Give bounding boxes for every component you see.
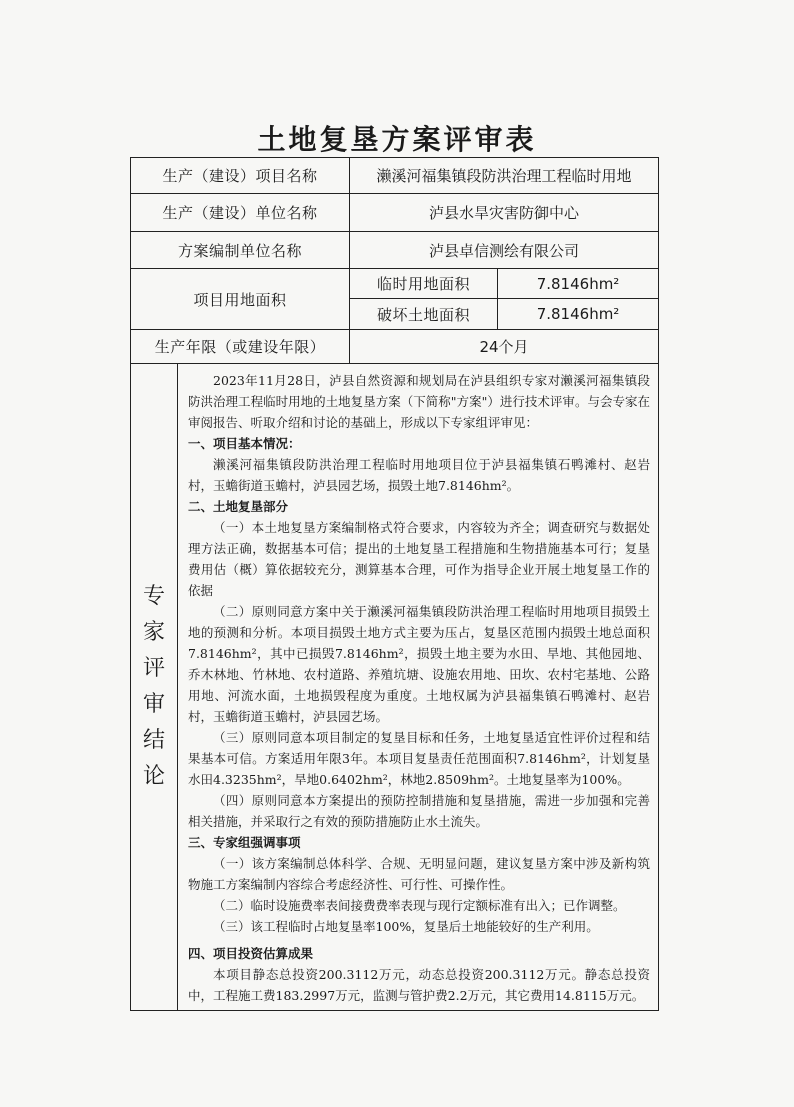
years-label: 生产年限（或建设年限） (131, 330, 350, 364)
section-1-text: 濑溪河福集镇段防洪治理工程临时用地项目位于泸县福集镇石鸭滩村、赵岩村，玉蟾街道玉蟾村，泸县园艺场，损毁土地7.8146hm²。 (188, 457, 651, 493)
temp-area-value: 7.8146hm² (498, 269, 659, 299)
compiler-label: 方案编制单位名称 (131, 232, 350, 269)
section-3-item-1: （一）该方案编制总体科学、合规、无明显问题，建议复垦方案中涉及新构筑物施工方案编制内容综合考虑经济性、可行性、可操作性。 (188, 856, 651, 892)
section-4-title: 四、项目投资估算成果 (188, 946, 314, 961)
damaged-area-value: 7.8146hm² (498, 299, 659, 330)
section-2-item-1: （一）本土地复垦方案编制格式符合要求，内容较为齐全；调查研究与数据处理方法正确，数据基本可信；提出的土地复垦工程措施和生物措施基本可行；复垦费用估（概）算依据较充分，测算基本合理，可作为指导企业开展土地复垦工作的依据 (188, 520, 651, 598)
section-3-title: 三、专家组强调事项 (188, 835, 301, 850)
compiler-value: 泸县卓信测绘有限公司 (350, 232, 659, 269)
expert-conclusion-label: 专家评审结论 (142, 584, 165, 789)
expert-conclusion-label-cell (131, 364, 178, 1011)
section-3-item-2: （二）临时设施费率表间接费费率表现与现行定额标准有出入；已作调整。 (213, 898, 626, 913)
temp-area-label: 临时用地面积 (350, 269, 498, 299)
section-3-item-3: （三）该工程临时占地复垦率100%，复垦后土地能较好的生产利用。 (213, 919, 599, 934)
damaged-area-label: 破坏土地面积 (350, 299, 498, 330)
project-name-value: 濑溪河福集镇段防洪治理工程临时用地 (350, 158, 659, 194)
conclusion-intro: 2023年11月28日，泸县自然资源和规划局在泸县组织专家对濑溪河福集镇段防洪治理工程临时用地的土地复垦方案（下简称"方案"）进行技术评审。与会专家在审阅报告、听取介绍和讨论的基础上，形成以下专家组评审见： (188, 373, 651, 430)
section-2-title: 二、土地复垦部分 (188, 499, 289, 514)
section-1-title: 一、项目基本情况： (188, 436, 301, 451)
unit-name-label: 生产（建设）单位名称 (131, 194, 350, 232)
section-2-item-4: （四）原则同意本方案提出的预防控制措施和复垦措施，需进一步加强和完善相关措施，并采取行之有效的预防措施防止水土流失。 (188, 793, 651, 829)
project-name-label: 生产（建设）项目名称 (131, 158, 350, 194)
section-2-item-3: （三）原则同意本项目制定的复垦目标和任务，土地复垦适宜性评价过程和结果基本可信。方案适用年限3年。本项目复垦责任范围面积7.8146hm²，计划复垦水田4.3235hm²，旱地0.6402hm²，林地2.8509hm²。土地复垦率为100%。 (188, 730, 651, 787)
years-value: 24个月 (350, 330, 659, 364)
unit-name-value: 泸县水旱灾害防御中心 (350, 194, 659, 232)
land-area-label: 项目用地面积 (131, 269, 350, 330)
expert-conclusion-body (178, 364, 659, 1011)
section-4-text: 本项目静态总投资200.3112万元，动态总投资200.3112万元。静态总投资中，工程施工费183.2997万元，监测与管护费2.2万元，其它费用14.8115万元。 (188, 967, 651, 1003)
review-form-table (130, 157, 659, 1011)
form-title: 土地复垦方案评审表 (257, 123, 537, 156)
section-2-item-2: （二）原则同意方案中关于濑溪河福集镇段防洪治理工程临时用地项目损毁土地的预测和分析。本项目损毁土地方式主要为压占，复垦区范围内损毁土地总面积7.8146hm²，其中已损毁7.8146hm²，损毁土地主要为水田、旱地、其他园地、乔木林地、竹林地、农村道路、养殖坑塘、设施农用地、田坎、农村宅基地、公路用地、河流水面，土地损毁程度为重度。土地权属为泸县福集镇石鸭滩村、赵岩村，玉蟾街道玉蟾村，泸县园艺场。 (188, 604, 651, 724)
